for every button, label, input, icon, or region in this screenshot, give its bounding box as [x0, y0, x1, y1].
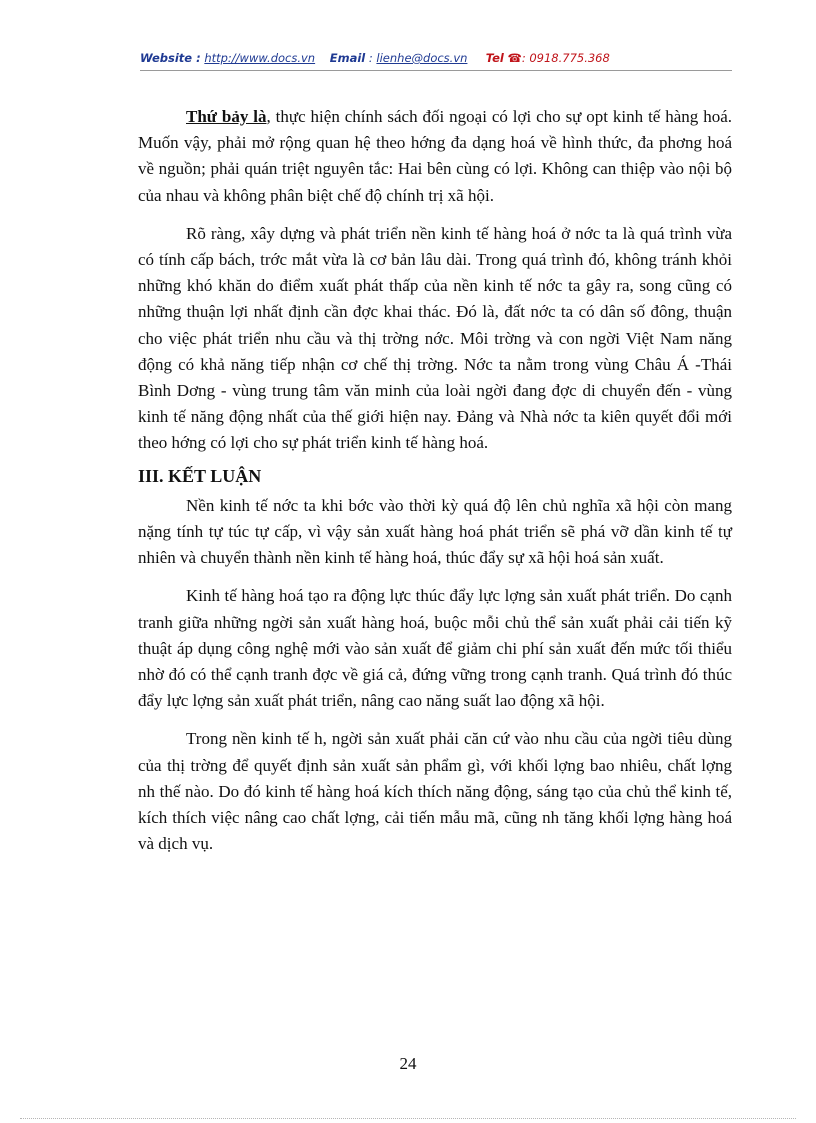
- paragraph-conclusion-1: Nền kinh tế nớc ta khi bớc vào thời kỳ quá độ lên chủ nghĩa xã hội còn mang nặng tính tự túc tự cấp, vì vậy sản xuất hàng hoá phát triển sẽ phá vỡ dần kinh tế tự nhiên và chuyển thành nền kinh tế hàng hoá, thúc đẩy sự xã hội hoá sản xuất.: [138, 495, 732, 568]
- document-body: [138, 104, 732, 869]
- website-label: Website :: [140, 51, 201, 65]
- paragraph-conclusion-3: Trong nền kinh tế h, ngời sản xuất phải căn cứ vào nhu cầu của ngời tiêu dùng của thị trờng để quyết định sản xuất sản phẩm gì, với khối lợng bao nhiêu, chất lợng nh thế nào. Do đó kinh tế hàng hoá kích thích năng động, sáng tạo của chủ thể kinh tế, kích thích việc nâng cao chất lợng, cải tiến mẫu mã, cũng nh tăng khối lợng hàng hoá và dịch vụ.: [138, 729, 732, 854]
- tel-label: Tel: [485, 51, 504, 65]
- run-in-heading: Thứ bảy là: [186, 107, 267, 126]
- paragraph-development: Rõ ràng, xây dựng và phát triển nền kinh tế hàng hoá ở nớc ta là quá trình vừa có tính cấp bách, trớc mắt vừa là cơ bản lâu dài. Trong quá trình đó, không tránh khỏi những khó khăn do điểm xuất phát thấp của nền kinh tế nớc ta gây ra, song cũng có những thuận lợi nhất định cần đợc khai thác. Đó là, đất nớc ta có dân số đông, thuận cho việc phát triển nhu cầu và thị trờng nớc. Môi trờng và con ngời Việt Nam năng động có khả năng tiếp nhận cơ chế thị trờng. Nớc ta nằm trong vùng Châu Á -Thái Bình Dơng - vùng trung tâm văn minh của loài ngời đang đợc di chuyển đến - vùng kinh tế năng động nhất của thế giới hiện nay. Đảng và Nhà nớc ta kiên quyết đổi mới theo hớng có lợi cho sự phát triển kinh tế hàng hoá.: [138, 223, 732, 453]
- email-label: Email: [329, 51, 366, 65]
- header-divider: [140, 70, 732, 71]
- phone-icon: ☎: [507, 51, 522, 65]
- section-heading: III. KẾT LUẬN: [138, 465, 262, 486]
- page-bottom-border: [20, 1118, 796, 1119]
- paragraph-foreign-policy: [138, 104, 732, 209]
- page-header: [140, 51, 732, 65]
- website-link[interactable]: http://www.docs.vn: [204, 51, 316, 65]
- paragraph-text: , thực hiện chính sách đối ngoại có lợi cho sự opt kinh tế hàng hoá. Muốn vậy, phải mở rộng quan hệ theo hớng đa dạng hoá về hình thức, đa phơng hoá về nguồn; phải quán triệt nguyên tắc: Hai bên cùng có lợi. Không can thiệp vào nội bộ của nhau và không phân biệt chế độ chính trị xã hội.: [138, 107, 732, 205]
- page-number: 24: [399, 1054, 417, 1073]
- paragraph-conclusion-2: Kinh tế hàng hoá tạo ra động lực thúc đẩy lực lợng sản xuất phát triển. Do cạnh tranh giữa những ngời sản xuất hàng hoá, buộc mỗi chủ thể sản xuất phải cải tiến kỹ thuật áp dụng công nghệ mới vào sản xuất để giảm chi phí sản xuất đến mức tối thiểu nhờ đó có thể cạnh tranh đợc về giá cả, đứng vững trong cạnh tranh. Quá trình đó thúc đẩy lực lợng sản xuất phát triển, nâng cao năng suất lao động xã hội.: [138, 586, 732, 711]
- email-separator: :: [365, 51, 373, 65]
- tel-value: : 0918.775.368: [521, 51, 610, 65]
- email-link[interactable]: lienhe@docs.vn: [376, 51, 468, 65]
